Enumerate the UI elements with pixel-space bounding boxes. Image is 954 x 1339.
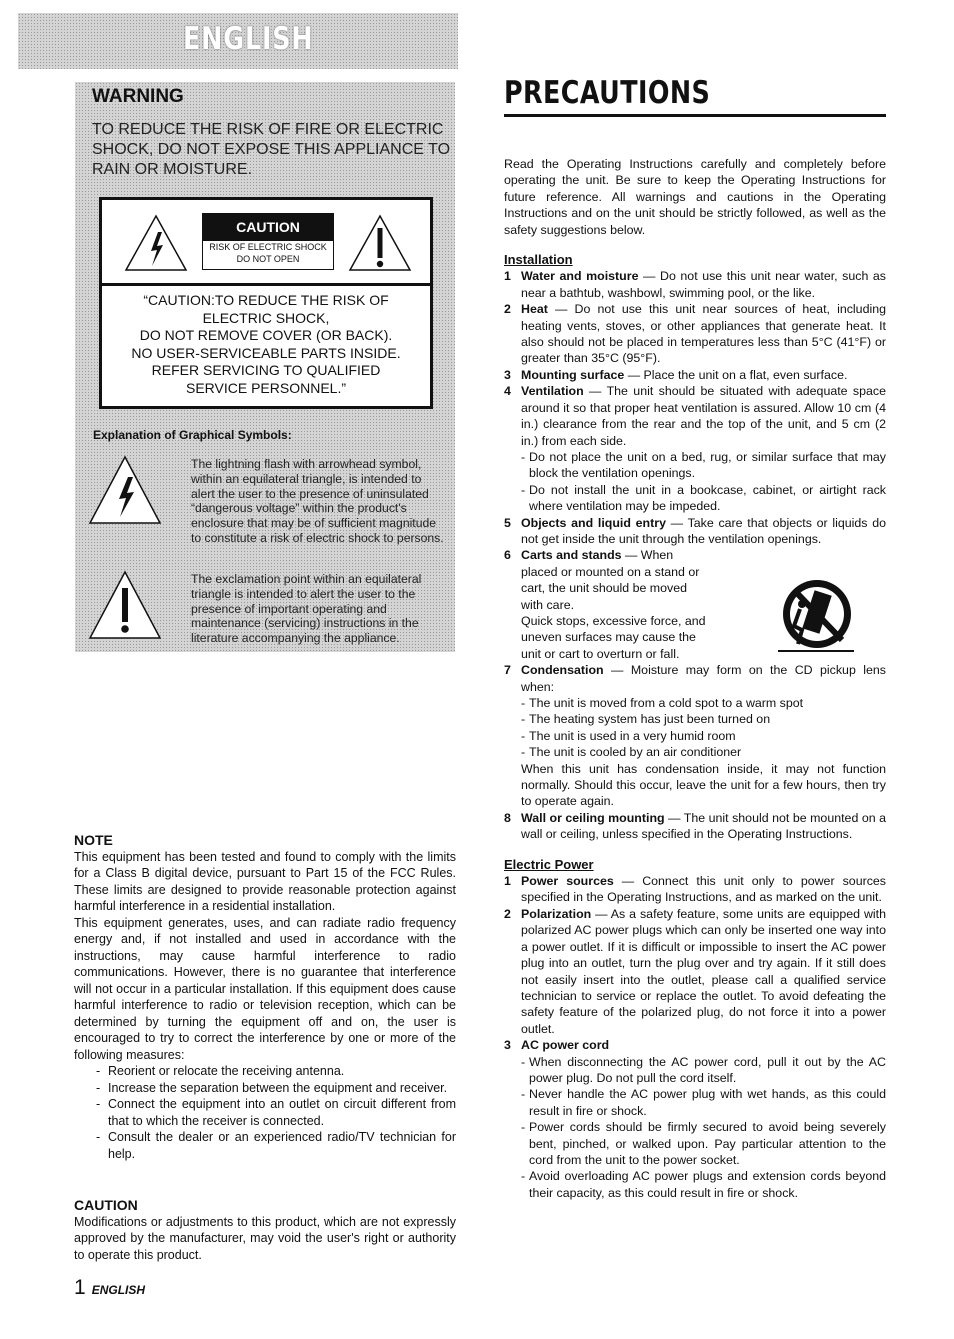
- item-text: Quick stops, excessive force, and uneven surfaces may cause the unit or cart to overturn or fall.: [521, 613, 706, 661]
- note-title: NOTE: [74, 832, 113, 848]
- item-term: Ventilation: [521, 384, 584, 399]
- note-paragraph: This equipment generates, uses, and can radiate radio frequency energy and, if not installed and used in accordance with the instructions, may cause harmful interference to radio communications. However, there is no guarantee that interference will not occur in a particular installation. If this equipment does cause harmful interference to radio or television reception, which can be determined by turning the equipment off and on, the user is encouraged to try to correct the interference by one or more of the following measures:: [74, 915, 456, 1062]
- item-text: — The unit should not be mounted on a wall or ceiling, unless specified in the Operating Instructions.: [521, 810, 887, 842]
- symbols-explanation-title: Explanation of Graphical Symbols:: [93, 428, 292, 442]
- ventilation-subitem: - Do not install the unit in a bookcase, cabinet, or airtight rack where ventilation may be impeded.: [521, 482, 886, 515]
- item-number: 3: [504, 1038, 511, 1053]
- note-measure: - Connect the equipment into an outlet on circuit different from that to which the receiver is connected.: [92, 1096, 456, 1129]
- item-text: — Take care that objects or liquids do not get inside the unit through the ventilation openings.: [521, 515, 886, 546]
- installation-item: [504, 383, 886, 514]
- item-number: 1: [504, 269, 511, 284]
- footer-language: ENGLISH: [91, 1283, 146, 1297]
- power-cord-subitem: - Power cords should be firmly secured to avoid being severely bent, pinched, or walked upon. Pay particular attention to the cord from the unit to the power socket.: [521, 1119, 886, 1168]
- item-text: — Do not use this unit near water, such as near a bathtub, washbowl, swimming pool, or the like.: [521, 269, 886, 300]
- caution-line: DO NOT REMOVE COVER (OR BACK).: [139, 327, 393, 343]
- power-cord-subitem: - Never handle the AC power plug with wet hands, as this could result in fire or shock.: [521, 1086, 886, 1119]
- item-number: 8: [504, 810, 511, 825]
- caution-box: [99, 197, 433, 409]
- caution-line: “CAUTION:TO REDUCE THE RISK OF: [143, 292, 389, 308]
- caution-line: REFER SERVICING TO QUALIFIED: [151, 362, 381, 378]
- note-paragraph: This equipment has been tested and found to comply with the limits for a Class B digital device, pursuant to Part 15 of the FCC Rules. These limits are designed to provide reasonable protection against harmful interference in a residential installation.: [74, 849, 456, 913]
- installation-item: [504, 662, 886, 810]
- caution-line: SERVICE PERSONNEL.”: [185, 379, 346, 396]
- installation-heading: Installation: [504, 252, 573, 268]
- item-term: Mounting surface: [521, 367, 625, 382]
- electric-item: [504, 873, 886, 906]
- item-number: 4: [504, 384, 511, 399]
- caution-sublabel-risk: RISK OF ELECTRIC SHOCK: [209, 242, 327, 252]
- item-number: 3: [504, 367, 511, 382]
- caution-sublabel-open: DO NOT OPEN: [236, 254, 300, 264]
- page-number: 1: [74, 1276, 86, 1299]
- installation-item: [504, 547, 711, 662]
- installation-item: [504, 268, 886, 301]
- note-measure: - Consult the dealer or an experienced radio/TV technician for help.: [92, 1129, 456, 1162]
- caution-label-box: [202, 213, 334, 270]
- caution-line: NO USER-SERVICEABLE PARTS INSIDE.: [131, 344, 401, 361]
- installation-item: [504, 810, 886, 843]
- electric-power-heading: Electric Power: [504, 856, 594, 872]
- item-text: — As a safety feature, some units are equipped with polarized AC power plugs which can only be inserted one way into a power outlet. If it is difficult or impossible to insert the AC power plug into an outlet, turn the plug over and try again. If it still does not easily insert into the outlet, please call a qualified service technician to service or replace the outlet. To avoid defeating the safety feature of the polarized plug, do not force it into a power outlet.: [521, 906, 886, 1036]
- caution-line: ELECTRIC SHOCK,: [202, 309, 330, 326]
- item-term: Carts and stands: [521, 548, 622, 563]
- power-cord-subitem: - When disconnecting the AC power cord, pull it out by the AC power plug. Do not pull the cord itself.: [521, 1054, 886, 1087]
- language-header-bar: [18, 13, 458, 69]
- item-term: Power sources: [521, 874, 614, 889]
- lightning-triangle-icon: [88, 455, 162, 525]
- item-term: Water and moisture: [521, 269, 639, 284]
- note-measure: - Increase the separation between the equipment and receiver.: [92, 1080, 456, 1097]
- item-number: 2: [504, 906, 511, 921]
- item-term: Condensation: [521, 663, 604, 678]
- page-footer: [74, 1276, 145, 1300]
- note-section: [74, 832, 456, 1162]
- warning-text: TO REDUCE THE RISK OF FIRE OR ELECTRIC SHOCK, DO NOT EXPOSE THIS APPLIANCE TO RAIN OR MOISTURE.: [92, 121, 451, 178]
- caution-label: CAUTION: [203, 214, 333, 241]
- item-term: Heat: [521, 302, 548, 317]
- item-text: — When placed or mounted on a stand or cart, the unit should be moved with care.: [521, 548, 700, 612]
- caution-divider: [102, 283, 430, 286]
- item-number: 7: [504, 663, 511, 678]
- item-number: 2: [504, 302, 511, 317]
- caution-section-text: Modifications or adjustments to this product, which are not expressly approved by the manufacturer, may void the user's right or authority to operate this product.: [74, 1214, 456, 1262]
- condensation-subitem: - The unit is cooled by an air conditioner: [521, 744, 886, 760]
- note-measure: - Reorient or relocate the receiving antenna.: [92, 1063, 456, 1080]
- item-term: Wall or ceiling mounting: [521, 810, 665, 825]
- installation-item: [504, 515, 886, 548]
- ventilation-subitem: - Do not place the unit on a bed, rug, or similar surface that may block the ventilation openings.: [521, 449, 886, 482]
- electric-item: [504, 906, 886, 1037]
- installation-item: [504, 367, 886, 383]
- precautions-intro: Read the Operating Instructions carefully and completely before operating the unit. Be sure to keep the Operating Instructions for future reference. All warnings and cautions in the Operating Instructions and on the unit should be strictly followed, as well as the safety suggestions below.: [504, 157, 886, 237]
- precautions-title: PRECAUTIONS: [504, 75, 711, 111]
- item-number: 5: [504, 515, 511, 530]
- item-number: 6: [504, 548, 511, 563]
- item-text: — Connect this unit only to power sources specified in the Operating Instructions, and as marked on the unit.: [521, 874, 886, 905]
- title-rule: [504, 114, 886, 117]
- condensation-subitem: - The unit is used in a very humid room: [521, 728, 886, 744]
- item-text: — Do not use this unit near sources of heat, including heating vents, stoves, or other appliances that generate heat. It also should not be placed in temperatures less than 5°C (41°F) or greater than 35°C (95°F).: [521, 302, 886, 366]
- exclamation-triangle-icon: [348, 214, 412, 272]
- exclamation-symbol-explanation: The exclamation point within an equilateral triangle is intended to alert the user to the presence of important operating and maintenance (servicing) instructions in the literature accompanying the appliance.: [191, 572, 422, 646]
- item-number: 1: [504, 874, 511, 889]
- caution-section: [74, 1197, 456, 1263]
- item-term: AC power cord: [521, 1038, 610, 1053]
- warning-title: WARNING: [92, 86, 184, 107]
- item-text: — Moisture may form on the CD pickup lens when:: [521, 663, 886, 694]
- power-cord-subitem: - Avoid overloading AC power plugs and extension cords beyond their capacity, as this could result in fire or shock.: [521, 1168, 886, 1201]
- item-term: Objects and liquid entry: [521, 515, 666, 530]
- electric-item: [504, 1037, 886, 1201]
- condensation-note: When this unit has condensation inside, it may not function normally. Should this occur, leave the unit for a few hours, then try to operate again.: [521, 761, 886, 809]
- precautions-body: [504, 156, 886, 1201]
- caution-section-title: CAUTION: [74, 1197, 138, 1213]
- installation-item: [504, 301, 886, 367]
- caution-statement: [106, 292, 426, 397]
- lightning-triangle-icon: [124, 214, 188, 272]
- lightning-symbol-explanation: The lightning flash with arrowhead symbol, within an equilateral triangle, is intended to alert the user to the presence of uninsulated “dangerous voltage” within the product's enclosure that may be of sufficient magnitude to constitute a risk of electric shock to persons.: [191, 457, 444, 545]
- item-text: — The unit should be situated with adequate space around it so that proper heat ventilation is assured. Allow 10 cm (4 in.) clearance from the rear and the top of the unit, and 5 cm (2 in.) from each side.: [521, 384, 886, 448]
- condensation-subitem: - The heating system has just been turned on: [521, 711, 886, 727]
- item-text: — Place the unit on a flat, even surface.: [624, 367, 848, 382]
- cart-warning-icon: [764, 578, 860, 658]
- language-tab-label: ENGLISH: [183, 21, 314, 57]
- condensation-subitem: - The unit is moved from a cold spot to a warm spot: [521, 695, 886, 711]
- exclamation-triangle-icon: [88, 570, 162, 640]
- item-term: Polarization: [521, 906, 592, 921]
